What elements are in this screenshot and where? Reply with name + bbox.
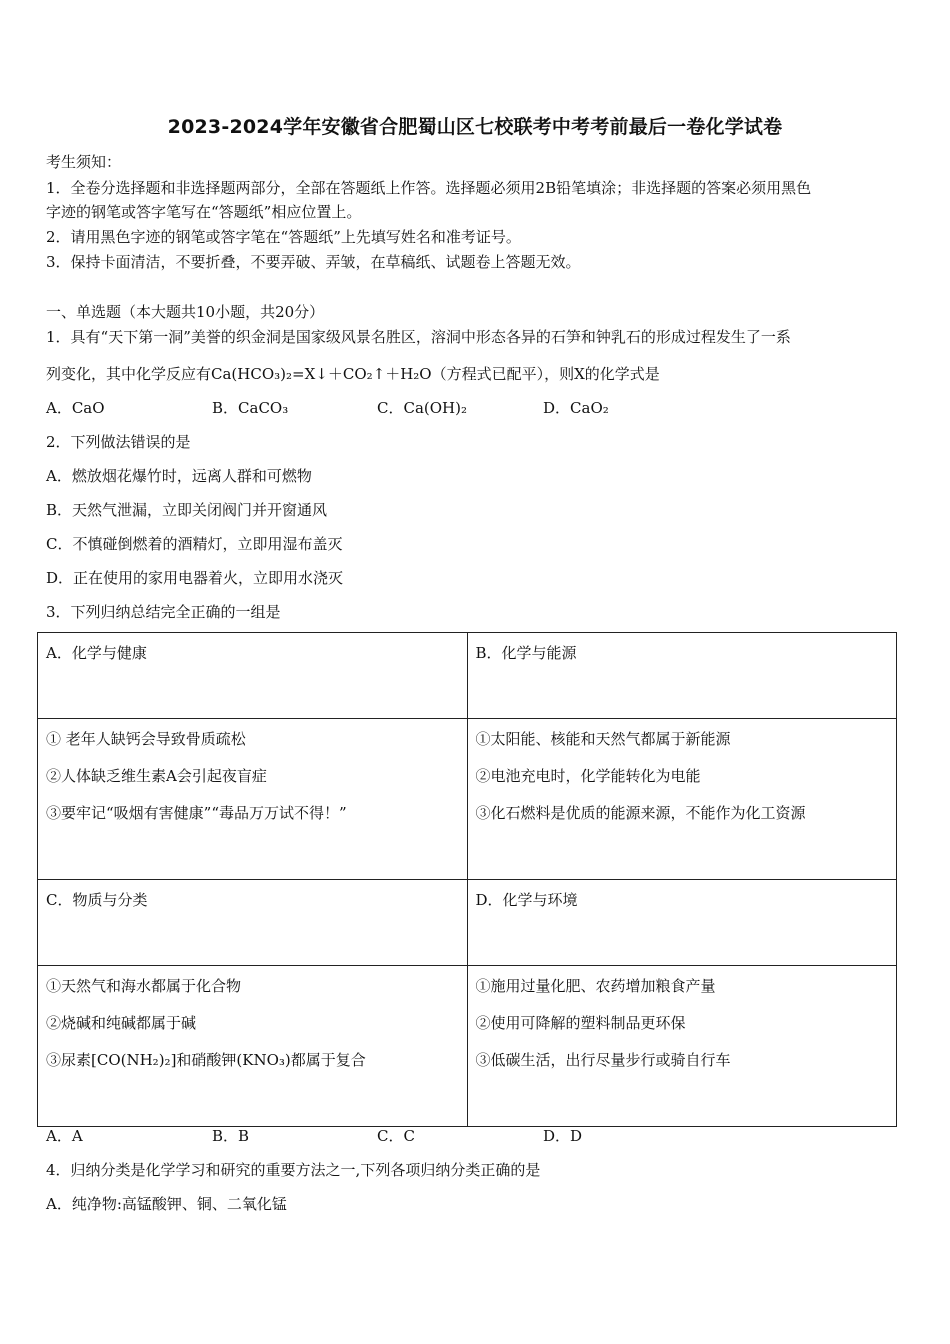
q3-b-head-text: B．化学与能源: [475, 644, 577, 662]
q3-option-a: A．A: [46, 1127, 83, 1145]
q2-option-d: D．正在使用的家用电器着火，立即用水浇灭: [46, 569, 344, 587]
q3-d-head-text: D．化学与环境: [475, 891, 578, 909]
q1-option-d: D．CaO₂: [543, 399, 609, 417]
q3-a-head-text: A．化学与健康: [46, 644, 147, 662]
q3-d-item-2: ②使用可降解的塑料制品更环保: [475, 1014, 686, 1032]
q3-c-item-1: ①天然气和海水都属于化合物: [46, 977, 242, 995]
page-title: 2023-2024学年安徽省合肥蜀山区七校联考中考考前最后一卷化学试卷: [167, 116, 783, 138]
q3-a-item-1: ① 老年人缺钙会导致骨质疏松: [46, 730, 246, 748]
q2-option-c: C．不慎碰倒燃着的酒精灯，立即用湿布盖灭: [46, 535, 343, 553]
q3-b-item-3: ③化石燃料是优质的能源来源，不能作为化工资源: [475, 804, 806, 822]
notice-line-2: 2．请用黑色字迹的钢笔或答字笔在“答题纸”上先填写姓名和准考证号。: [46, 228, 521, 246]
q1-stem-a: 1．具有“天下第一洞”美誉的织金洞是国家级风景名胜区，溶洞中形态各异的石笋和钟乳石的形成过程发生了一系: [46, 328, 791, 346]
q3-cell-c-body: [38, 966, 468, 1127]
q3-cell-b-body: [467, 719, 897, 880]
q1-stem-b-pre: 列变化，其中化学反应有: [46, 365, 212, 383]
q3-cell-a-body: [38, 719, 468, 880]
q2-option-a: A．燃放烟花爆竹时，远离人群和可燃物: [46, 467, 312, 485]
q3-b-item-2: ②电池充电时，化学能转化为电能: [475, 767, 701, 785]
q3-d-item-1: ①施用过量化肥、农药增加粮食产量: [475, 977, 716, 995]
q3-table: [37, 632, 897, 1127]
notice-line-3: 3．保持卡面清洁，不要折叠，不要弄破、弄皱，在草稿纸、试题卷上答题无效。: [46, 253, 581, 271]
q3-cell-c-head: [38, 880, 468, 966]
q3-cell-b-head: [467, 633, 897, 719]
q3-option-d: D．D: [543, 1127, 583, 1145]
q3-cell-d-body: [467, 966, 897, 1127]
q1-option-b: B．CaCO₃: [212, 399, 289, 417]
q3-option-b: B．B: [212, 1127, 250, 1145]
q3-b-item-1: ①太阳能、核能和天然气都属于新能源: [475, 730, 731, 748]
q1-formula: Ca(HCO₃)₂=X↓＋CO₂↑＋H₂O: [211, 365, 432, 383]
q3-d-item-3: ③低碳生活，出行尽量步行或骑自行车: [475, 1051, 731, 1069]
q1-stem-b: [46, 364, 660, 384]
q3-cell-a-head: [38, 633, 468, 719]
q4-option-a: A．纯净物:高锰酸钾、铜、二氧化锰: [46, 1195, 287, 1213]
q3-cell-d-head: [467, 880, 897, 966]
q1-option-a: A．CaO: [46, 399, 105, 417]
q3-c-item-2: ②烧碱和纯碱都属于碱: [46, 1014, 197, 1032]
notice-line-1a: 1．全卷分选择题和非选择题两部分，全部在答题纸上作答。选择题必须用2B铅笔填涂；非选择题的答案必须用黑色: [46, 179, 812, 197]
q3-a-item-3: ③要牢记“吸烟有害健康”“毒品万万试不得！”: [46, 804, 347, 822]
section-heading: 一、单选题（本大题共10小题，共20分）: [46, 303, 325, 321]
q3-c-item-3: ③尿素[CO(NH₂)₂]和硝酸钾(KNO₃)都属于复合: [46, 1051, 366, 1069]
q4-stem: 4．归纳分类是化学学习和研究的重要方法之一,下列各项归纳分类正确的是: [46, 1161, 541, 1179]
notice-line-1b: 字迹的钢笔或答字笔写在“答题纸”相应位置上。: [46, 203, 362, 221]
q3-a-item-2: ②人体缺乏维生素A会引起夜盲症: [46, 767, 267, 785]
q1-option-c: C．Ca(OH)₂: [377, 399, 467, 417]
q3-c-head-text: C．物质与分类: [46, 891, 148, 909]
q2-stem: 2．下列做法错误的是: [46, 433, 191, 451]
q3-stem: 3．下列归纳总结完全正确的一组是: [46, 603, 281, 621]
q3-option-c: C．C: [377, 1127, 415, 1145]
q2-option-b: B．天然气泄漏，立即关闭阀门并开窗通风: [46, 501, 328, 519]
q1-stem-b-post: （方程式已配平），则X的化学式是: [431, 365, 660, 383]
notice-heading: 考生须知：: [46, 153, 122, 171]
